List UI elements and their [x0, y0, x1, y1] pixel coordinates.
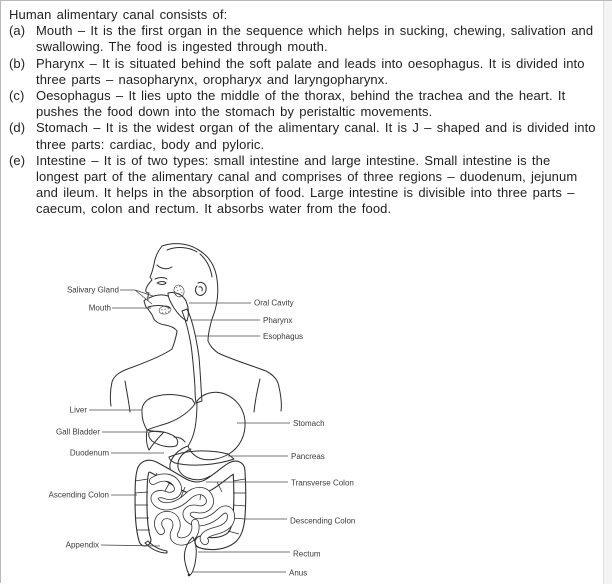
label-oral-cavity: Oral Cavity: [254, 298, 294, 308]
list-marker: (a): [9, 23, 26, 39]
label-anus: Anus: [289, 568, 308, 578]
label-transverse-colon: Transverse Colon: [291, 478, 354, 488]
intro-line: Human alimentary canal consists of:: [9, 7, 228, 22]
list-marker: (b): [9, 55, 26, 71]
salivary-glands: [158, 284, 185, 315]
ear: [196, 282, 207, 295]
label-pancreas: Pancreas: [291, 452, 325, 461]
body-outline: [110, 244, 281, 412]
label-gall-bladder: Gall Bladder: [55, 427, 100, 437]
label-duodenum: Duodenum: [69, 448, 109, 458]
list-item-b: [9, 56, 597, 88]
answer-text-block: [9, 7, 597, 218]
stomach-shape: [188, 392, 245, 460]
label-esophagus: Esophagus: [263, 332, 304, 341]
eye: [157, 282, 166, 285]
label-ascending-colon: Ascending Colon: [48, 490, 109, 500]
anus-point: [188, 574, 191, 577]
list-item-text: Oesophagus – It lies upto the middle of the thorax, behind the trachea and the heart. It pushes the food down into the stomach by peristaltic movements.: [36, 88, 566, 120]
digestive-system-figure: [1, 241, 401, 584]
label-appendix: Appendix: [65, 540, 99, 550]
list-item-text: Mouth – It is the first organ in the sequence which helps in sucking, chewing, salivation and swallowing. The food is ingested through mouth.: [36, 23, 594, 55]
list-item-text: Stomach – It is the widest organ of the alimentary canal. It is J – shaped and is divided into three parts: cardiac, body and pyloric.: [36, 120, 596, 152]
label-pharynx: Pharynx: [263, 316, 293, 325]
pancreas-shape: [169, 451, 234, 465]
list-item-a: [9, 23, 597, 55]
list-marker: (e): [9, 152, 26, 168]
esophagus-shape: [182, 309, 202, 403]
list-item-text: Intestine – It is of two types: small intestine and large intestine. Small intestine is the longest part of the alimentary canal and comprises of three regions – duodenum, jejunum and ileum. It helps in the absorption of food. Large intestine is divisible into three parts – caecum, colon and rectum. It absorbs water from the food.: [36, 152, 578, 217]
list-item-e: [9, 153, 597, 218]
gall-bladder-shape: [149, 431, 185, 447]
label-liver: Liver: [69, 405, 87, 415]
liver-shape: [142, 395, 195, 450]
label-rectum: Rectum: [293, 549, 321, 559]
list-item-text: Pharynx – It is situated behind the soft palate and leads into oesophagus. It is divided into three parts – nasopharynx, oropharyx and laryngopharynx.: [36, 55, 585, 87]
list-marker: (c): [9, 88, 25, 104]
list-item-d: [9, 120, 597, 152]
leader-lines: [89, 290, 293, 572]
label-descending-colon: Descending Colon: [290, 516, 356, 526]
page-right-gutter: [603, 1, 612, 584]
label-mouth: Mouth: [88, 303, 111, 313]
label-salivary-gland: Salivary Gland: [66, 285, 119, 295]
list-marker: (d): [9, 120, 26, 136]
list-item-c: [9, 88, 597, 120]
label-stomach: Stomach: [293, 419, 325, 428]
digestive-system-diagram: [1, 241, 401, 584]
